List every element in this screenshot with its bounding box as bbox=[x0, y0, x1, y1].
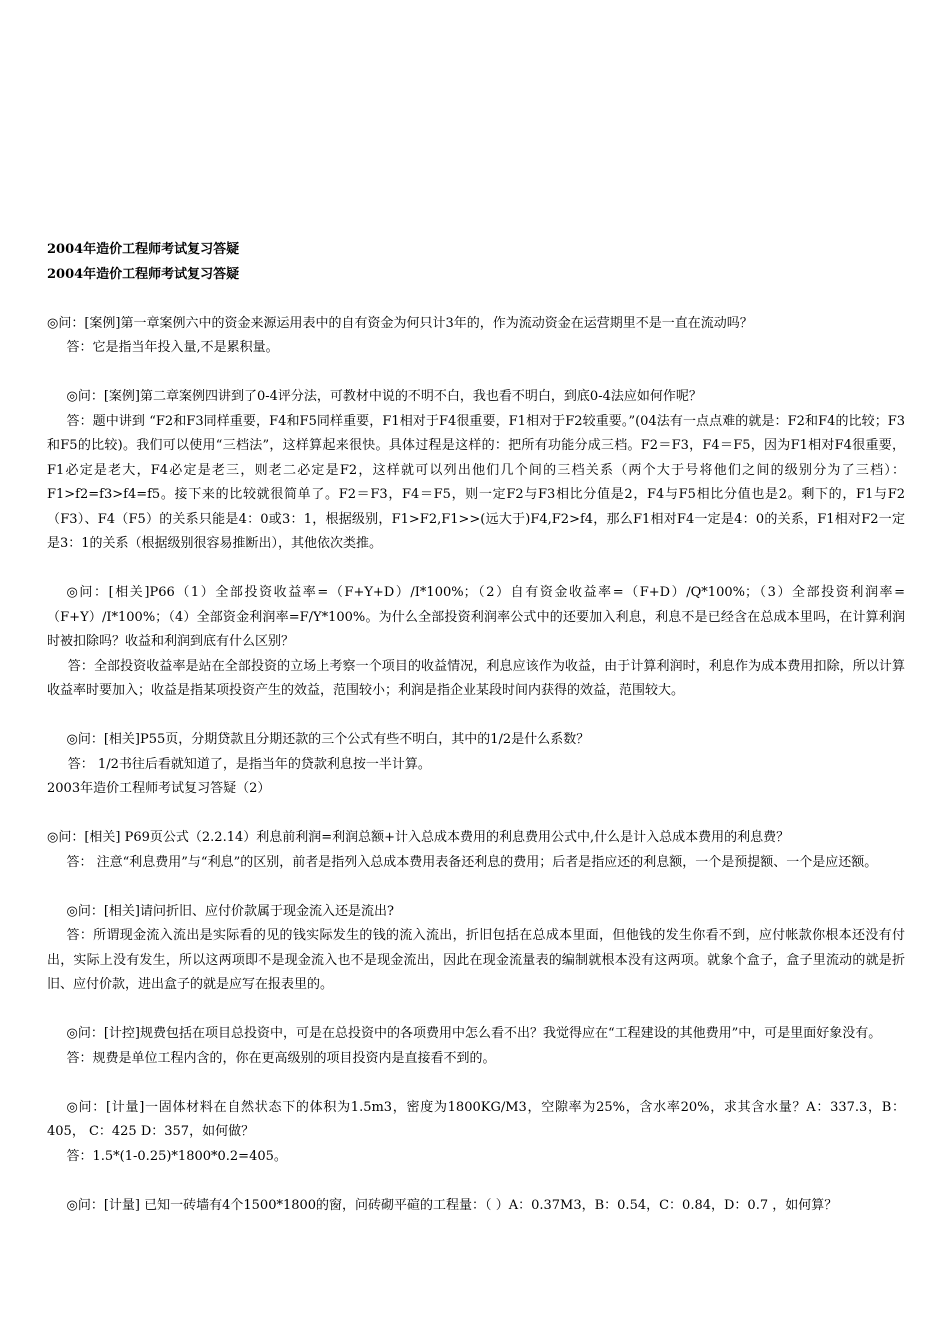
spacer bbox=[47, 557, 905, 582]
answer-2: 答：题中讲到 “F2和F3同样重要，F4和F5同样重要，F1相对于F4很重要，F1相对于F2较重要。”(04法有一点点难的就是：F2和F4的比较；F3和F5的比较)。我们可以使用“三档法”，这样算起来很快。具体过程是这样的：把所有功能分成三档。F2＝F3，F4＝F5，因为F1相对F4很重要，F1必定是老大，F4必定是老三，则老二必定是F2，这样就可以列出他们几个间的三档关系（两个大于号将他们之间的级别分为了三档）：F1>f2=f3>f4=f5。接下来的比较就很简单了。F2＝F3，F4＝F5，则一定F2与F3相比分值是2，F4与F5相比分值也是2。剩下的，F1与F2（F3）、F4（F5）的关系只能是4：0或3：1，根据级别，F1>F2,F1>>(远大于)F4,F2>f4，那么F1相对F4一定是4：0的关系，F1相对F2一定是3：1的关系（根据级别很容易推断出），其他依次类推。 bbox=[47, 413, 905, 551]
spacer bbox=[47, 287, 905, 312]
question-6: ◎问：[相关]请问折旧、应付价款属于现金流入还是流出? bbox=[66, 903, 394, 919]
answer-7: 答：规费是单位工程内含的，你在更高级别的项目投资内是直接看不到的。 bbox=[66, 1050, 496, 1066]
question-8: ◎问：[计量]一固体材料在自然状态下的体积为1.5m3，密度为1800KG/M3，空隙率为25%，含水率20%，求其含水量？A：337.3，B：405， C：425 D：357，如何做？ bbox=[47, 1099, 905, 1139]
spacer bbox=[47, 361, 905, 386]
answer-6: 答：所谓现金流入流出是实际看的见的钱实际发生的钱的流入流出，折旧包括在总成本里面，但他钱的发生你看不到，应付帐款你根本还没有付出，实际上没有发生，所以这两项即不是现金流入也不是现金流出，因此在现金流量表的编制就根本没有这两项。就象个盒子，盒子里流动的就是折旧、应付价款，进出盒子的就是应写在报表里的。 bbox=[47, 928, 905, 992]
spacer bbox=[47, 875, 905, 900]
question-9: ◎问：[计量] 已知一砖墙有4个1500*1800的窗，问砖砌平碹的工程量：（ ）A：0.37M3，B：0.54，C：0.84，D：0.7 ，如何算？ bbox=[66, 1197, 838, 1213]
section-heading-2003: 2003年造价工程师考试复习答疑（2） bbox=[47, 781, 271, 796]
question-1: ◎问：[案例]第一章案例六中的资金来源运用表中的自有资金为何只计3年的，作为流动资金在运营期里不是一直在流动吗？ bbox=[47, 315, 753, 331]
spacer bbox=[47, 1169, 905, 1194]
spacer bbox=[47, 802, 905, 827]
question-4: ◎问：[相关]P55页，分期贷款且分期还款的三个公式有些不明白，其中的1/2是什么系数？ bbox=[66, 732, 590, 747]
question-7: ◎问：[计控]规费包括在项目总投资中，可是在总投资中的各项费用中怎么看不出？我觉得应在“工程建设的其他费用”中，可是里面好象没有。 bbox=[66, 1026, 882, 1041]
question-2: ◎问：[案例]第二章案例四讲到了0-4评分法，可教材中说的不明不白，我也看不明白，到底0-4法应如何作呢？ bbox=[66, 389, 702, 404]
document-title: 2004年造价工程师考试复习答疑 bbox=[47, 242, 240, 257]
answer-1: 答：它是指当年投入量,不是累积量。 bbox=[66, 340, 279, 355]
spacer bbox=[47, 704, 905, 729]
question-3: ◎问：[相关]P66（1）全部投资收益率=（F+Y+D）/I*100%；（2）自有资金收益率=（F+D）/Q*100%；（3）全部投资利润率=（F+Y）/I*100%；（4）全部资金利润率=F/Y*100%。为什么全部投资利润率公式中的还要加入利息，利息不是已经含在总成本里吗，在计算利润时被扣除吗？收益和利润到底有什么区别？ bbox=[47, 585, 905, 649]
spacer bbox=[47, 998, 905, 1023]
answer-3: 答：全部投资收益率是站在全部投资的立场上考察一个项目的收益情况，利息应该作为收益，由于计算利润时，利息作为成本费用扣除，所以计算收益率时要加入；收益是指某项投资产生的效益，范围较小；利润是指企业某段时间内获得的效益，范围较大。 bbox=[47, 658, 905, 698]
spacer bbox=[47, 1071, 905, 1096]
question-5: ◎问：[相关] P69页公式（2.2.14）利息前利润=利润总额+计入总成本费用的利息费用公式中,什么是计入总成本费用的利息费？ bbox=[47, 830, 790, 845]
document-page bbox=[47, 238, 905, 1218]
answer-5: 答： 注意“利息费用”与“利息”的区别，前者是指列入总成本费用表备还利息的费用；后者是指应还的利息额，一个是预提额、一个是应还额。 bbox=[66, 854, 878, 870]
document-title-repeat: 2004年造价工程师考试复习答疑 bbox=[47, 266, 240, 282]
answer-8: 答：1.5*(1-0.25)*1800*0.2=405。 bbox=[66, 1148, 287, 1164]
answer-4: 答： 1/2书往后看就知道了，是指当年的贷款利息按一半计算。 bbox=[67, 756, 431, 772]
